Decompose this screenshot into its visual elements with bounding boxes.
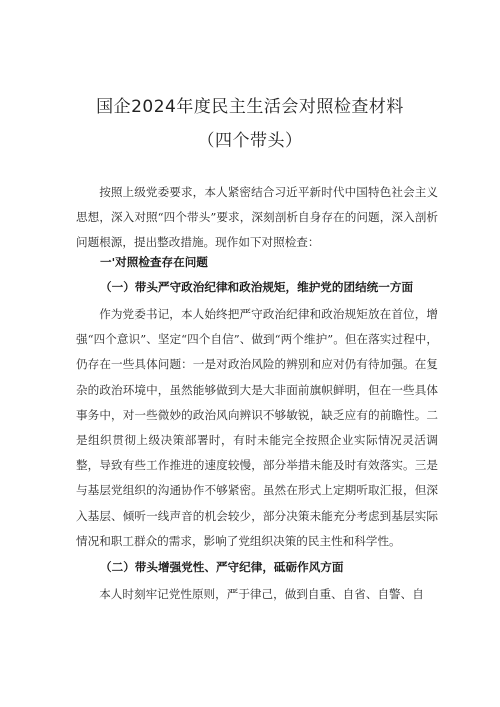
section-heading: 一'对照检查存在问题 xyxy=(100,255,208,269)
subsection-heading-1: （一）带头严守政治纪律和政治规矩，维护党的团结统一方面 xyxy=(100,280,414,294)
intro-paragraph: 按照上级党委要求，本人紧密结合习近平新时代中国特色社会主义思想，深入对照“四个带头”要求，深刻剖析自身存在的问题，深入剖析问题根源，提出整改措施。现作如下对照检查： xyxy=(76,185,438,250)
document-title: 国企2024年度民主生活会对照检查材料 xyxy=(96,97,404,117)
subsection-body-2: 本人时刻牢记党性原则，严于律己，做到自重、自省、自警、自 xyxy=(99,587,424,601)
subsection-body-1: 作为党委书记，本人始终把严守政治纪律和政治规矩放在首位，增强“四个意识”、坚定“四个自信”、做到“两个维护”。但在落实过程中，仍存在一些具体问题：一是对政治风险的辨别和应对仍有待加强。在复杂的政治环境中，虽然能够做到大是大非面前旗帜鲜明，但在一些具体事务中，对一些微妙的政治风向辨识不够敏锐，缺乏应有的前瞻性。二是组织贯彻上级决策部署时，有时未能完全按照企业实际情况灵活调整，导致有些工作推进的速度较慢，部分举措未能及时有效落实。三是与基层党组织的沟通协作不够紧密。虽然在形式上定期听取汇报，但深入基层、倾听一线声音的机会较少，部分决策未能充分考虑到基层实际情况和职工群众的需求，影响了党组织决策的民主性和科学性。 xyxy=(76,307,438,548)
subsection-heading-2: （二）带头增强党性、严守纪律，砥砺作风方面 xyxy=(100,560,344,574)
document-subtitle: （四个带头） xyxy=(197,131,303,151)
